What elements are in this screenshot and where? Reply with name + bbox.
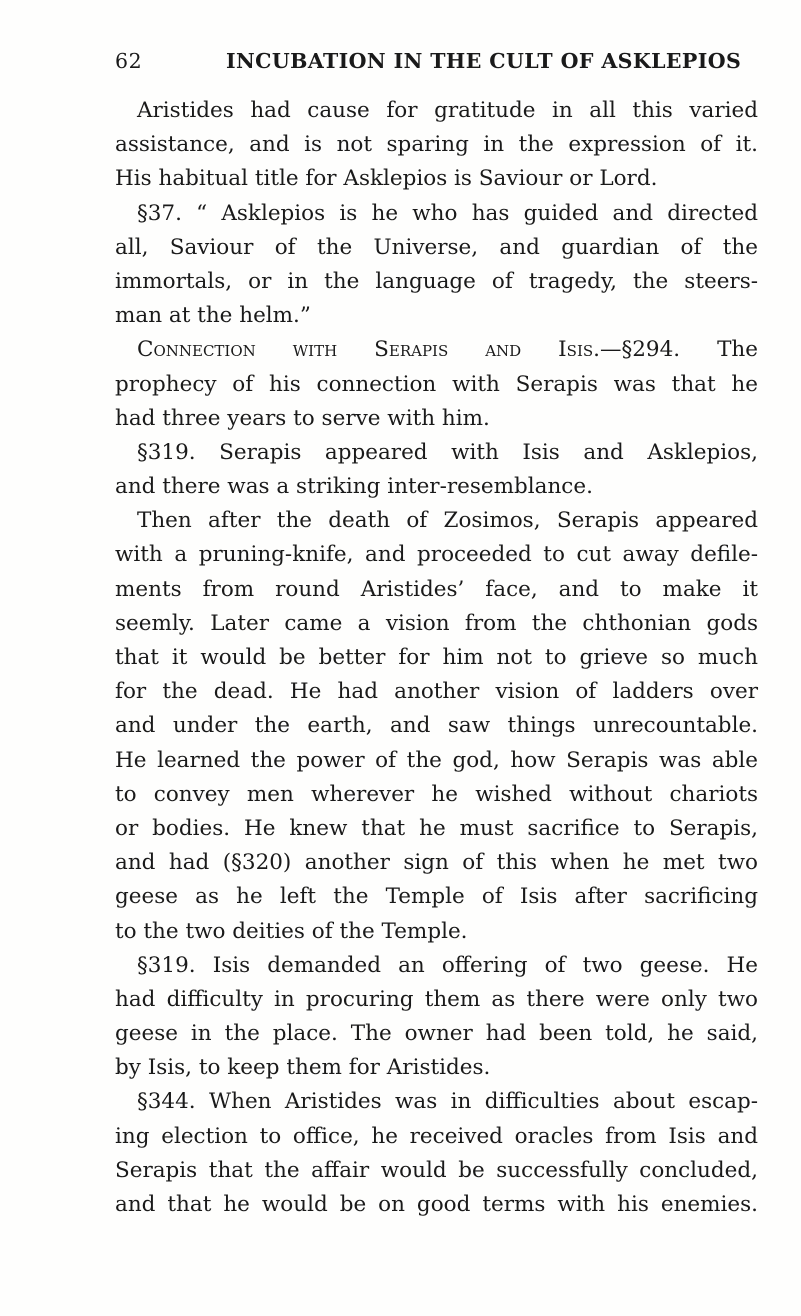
running-head xyxy=(115,49,755,79)
text-line: to the two deities of the Temple. xyxy=(115,918,468,944)
text-line: man at the helm.” xyxy=(115,303,311,329)
text-line: §344. When Aristides was in difficulties about escap- xyxy=(137,1089,758,1115)
text-line: §319. Isis demanded an offering of two geese. He xyxy=(137,952,758,978)
running-title: INCUBATION IN THE CULT OF ASKLEPIOS xyxy=(226,49,742,73)
text-line: immortals, or in the language of tragedy, the steers- xyxy=(115,268,758,294)
text-line: prophecy of his connection with Serapis was that he xyxy=(115,371,758,397)
text-line: and had (§320) another sign of this when he met two xyxy=(115,850,758,876)
text-line: to convey men wherever he wished without chariots xyxy=(115,781,758,807)
text-line: geese as he left the Temple of Isis after sacrificing xyxy=(115,884,758,910)
text-line: had three years to serve with him. xyxy=(115,405,490,431)
text-line: that it would be better for him not to grieve so much xyxy=(115,645,758,670)
text-line: ments from round Aristides’ face, and to make it xyxy=(115,576,758,602)
text-line: He learned the power of the god, how Serapis was able xyxy=(115,747,758,773)
text-line: §319. Serapis appeared with Isis and Asklepios, xyxy=(137,439,758,465)
text-line: assistance, and is not sparing in the expression of it. xyxy=(115,132,758,158)
text-line: and under the earth, and saw things unrecountable. xyxy=(115,713,758,739)
text-line: for the dead. He had another vision of ladders over xyxy=(115,679,758,705)
text-line: His habitual title for Asklepios is Saviour or Lord. xyxy=(115,166,658,192)
text-line: §37. “ Asklepios is he who has guided and directed xyxy=(137,200,758,226)
text-line: geese in the place. The owner had been told, he said, xyxy=(115,1021,758,1047)
page-number: 62 xyxy=(115,49,143,73)
text-line: had difficulty in procuring them as there were only two xyxy=(115,986,758,1012)
text-line: and that he would be on good terms with his enemies. xyxy=(115,1192,758,1217)
text-line: Serapis that the affair would be successfully concluded, xyxy=(115,1157,758,1183)
text-line: and there was a striking inter-resemblance. xyxy=(115,474,593,500)
text-line: seemly. Later came a vision from the chthonian gods xyxy=(115,610,758,636)
text-line-content: —§294. The xyxy=(599,337,758,363)
text-line: by Isis, to keep them for Aristides. xyxy=(115,1055,491,1081)
text-line: or bodies. He knew that he must sacrifice to Serapis, xyxy=(115,815,758,841)
text-line: all, Saviour of the Universe, and guardian of the xyxy=(115,234,758,260)
text-line: ing election to office, he received oracles from Isis and xyxy=(115,1123,758,1149)
text-line: with a pruning-knife, and proceeded to cut away defile- xyxy=(115,542,758,568)
text-line: Then after the death of Zosimos, Serapis appeared xyxy=(137,508,758,534)
text-line xyxy=(115,333,758,367)
body-text xyxy=(115,94,758,1222)
section-heading: Connection with Serapis and Isis. xyxy=(137,337,600,363)
text-line: Aristides had cause for gratitude in all this varied xyxy=(137,98,758,123)
